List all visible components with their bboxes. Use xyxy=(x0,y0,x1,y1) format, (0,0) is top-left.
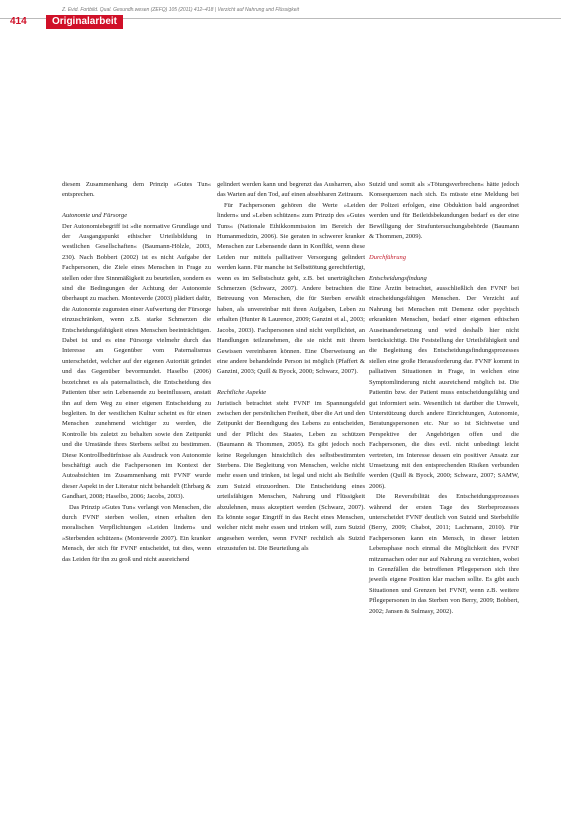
running-head: Z. Evid. Fortbild. Qual. Gesundh.wesen (ZEFQ) 105 (2011) 412–418 | Verzicht auf Nahrung und Flüssigkeit xyxy=(62,7,299,13)
spacer xyxy=(217,378,365,388)
spacer xyxy=(62,201,211,211)
page-number: 414 xyxy=(10,16,27,27)
paragraph: Das Prinzip »Gutes Tun« verlangt von Menschen, die durch FVNF sterben wollen, einen erhalten den moralischen Verpflichtungen »Leiden lindern« und »Sterbenden schützen« (Monteverde 2007). Ein kranker Mensch, der sich für FVNF entscheidet, tut dies, wenn das Leiden für ihn zu groß und nicht ausreichend xyxy=(62,503,211,563)
heading-durchfuehrung: Durchführung xyxy=(369,253,406,261)
paragraph: diesem Zusammenhang dem Prinzip »Gutes Tun« entsprechen. xyxy=(62,181,211,199)
paragraph: Suizid und somit als »Tötungsverbrechen« hätte jedoch Konsequenzen nach sich. Es müsste eine Meldung bei der Polizei erfolgen, eine Obduktion bald angeordnet werden und für Beileidsbekundungen bedarf es der eine Bewilligung der Strafuntersuchungsbehörde (Baumann & Thommen, 2009). xyxy=(369,181,519,241)
spacer xyxy=(369,263,519,273)
column-1 xyxy=(62,180,211,565)
paragraph: Der Autonomiebegriff ist »die normative Grundlage und der Ausgangspunkt ethischer Urteilsbildung in westlichen Gesellschaften« (Baumann-Hölzle, 2003, 230). Nach Bobbert (2002) ist es nicht Aufgabe der Fachpersonen, die Ziele eines Menschen in Frage zu stellen oder ihre Sinnmäßigkeit zu beurteilen, sondern es sind die Bedingungen der Achtung der Autonomie überhaupt zu machen. Monteverde (2003) plädiert dafür, die Autonomie zugunsten einer Aufwertung der Fürsorge einzuschränken, wenn z.B. starke Schmerzen die Entscheidungsfähigkeit eines Menschen beeinträchtigen. Dabei ist und es eine Fürsorge vielmehr durch das Interesse am Gegenüber vom Paternalismus unterscheidet, welcher auf der eigenen Autorität gründet und das Gegenüber bevormundet. Haselbo (2006) bezeichnet es als paternalistisch, die Entscheidung des Patienten über sein Lebensende zu beeinflussen, anstatt ihn auf dem Weg zu einer eigenen Entscheidung zu begleiten. In der westlichen Kultur scheint es für einen Menschen zunehmend wichtiger zu werden, die Kontrolle bis zuletzt zu behalten sowie den Zeitpunkt und die Umstände ihres Sterbens selbst zu bestimmen. Diese Kontrollbedürfnisse als Ausdruck von Autonomie beschäftigt auch die Fachpersonen im Kontext der Autoabsichten im Zusammenhang mit FVNF wurde dieser Aspekt in der Literatur nicht behandelt (Ehrbarg & Gandhari, 2008; Haselbo, 2006; Jacobs, 2003). xyxy=(62,222,211,501)
column-3 xyxy=(369,180,519,617)
spacer xyxy=(369,242,519,252)
paragraph: gelindert werden kann und begrenzt das Ausharren, also das Warten auf den Tod, auf einen absehbaren Zeitraum. xyxy=(217,181,365,199)
section-label: Originalarbeit xyxy=(46,15,123,29)
paragraph: Juristisch betrachtet steht FVNF im Spannungsfeld zwischen der persönlichen Freiheit, über die Art und den Zeitpunkt der Beendigung des Lebens zu entscheiden, und der Pflicht des Staates, Leben zu schützen (Baumann & Thommen, 2005). Es gibt jedoch noch keine Regelungen hinsichtlich des selbstbestimmten Sterbens. Die Begleitung von Menschen, welche nicht mehr essen und trinken, ist legal und nicht als Beihilfe zum Suizid einzuordnen. Die Entscheidung eines urteilsfähigen Menschen, Nahrung und Flüssigkeit abzulehnen, muss akzeptiert werden (Schwarz, 2007). Es könnte sogar Eingriff in das Recht eines Menschen, welcher nicht mehr essen und trinken will, zum Suizid angesehen werden, wenn FVNF rechtlich als Suizid einzustufen ist. Die Beurteilung als xyxy=(217,399,365,553)
subheading-rechtliche-aspekte: Rechtliche Aspekte xyxy=(217,389,267,397)
paragraph: Für Fachpersonen gehören die Werte »Leiden lindern« und »Leben schützen« zum Prinzip des »Gutes Tuns« (Nationale Ethikkommission im Bereich der Humanmedizin, 2006). Sie geraten in schwerer kranker Menschen zur Lebensende dann in Konflikt, wenn diese Leiden nur mittels palliativer Versorgung gelindert werden kann. Für manche ist Selbsttötung gerechtfertigt, wenn es im Selbstschutz geht, z.B. bei unerträglichen Schmerzen (Schwarz, 2007). Andere betrachten die Betreuung von Menschen, die für Sterben erwählt haben, als unvereinbar mit ihren Aufgaben, Leben zu erhalten (Hunter & Laurence, 2009; Ganzini et al., 2003; Jacobs, 2003). Fachpersonen sind nicht verpflichtet, an Handlungen teilzunehmen, die sie nicht mit ihrem Gewissen vereinbaren können. Eine Überweisung an eine andere behandelnde Person ist möglich (Pfaffert & Ganzini, 2003; Quill & Byock, 2000; Schwarz, 2007). xyxy=(217,201,365,376)
subheading-autonomie: Autonomie und Fürsorge xyxy=(62,212,128,220)
paragraph: Eine Ärztin betrachtet, ausschließlich den FVNF bei einscheidungsfähigen Menschen. Der Verzicht auf Nahrung bei Menschen mit Demenz oder psychisch erkrankten Menschen, bedarf einer eigenen ethischen Auseinandersetzung und wird deshalb hier nicht berücksichtigt. Die Feststellung der Urteilsfähigkeit und die Begleitung des Entscheidungsfindungsprozesses stellen eine große Herausforderung dar. FVNF kommt in palliativen Situationen in Frage, in welchen eine Symptomlinderung nicht ausreichend möglich ist. Die Patientin bzw. der Patient muss entscheidungsfähig und gut informiert sein. Wesentlich ist darüber die Umwelt, Unterstützung durch andere Einrichtungen, Autonomie, Beratungspersonen etc. Nur so ist Sichtweise und Perspektive der Angehörigen offen und die Fachpersonen, die dies evtl. nicht unbedingt leicht vertreten, im Interesse dessen ein positiver Ansatz zur Umsetzung mit den entsprechenden Risiken verbunden werden (Quill & Byock, 2000; Schwarz, 2007; SAMW, 2006). xyxy=(369,285,519,490)
column-2 xyxy=(217,180,365,555)
paragraph: Die Reversibilität des Entscheidungsprozesses während der ersten Tage des Sterbeprozesses unterscheidet FVNF deutlich von Suizid und Sterbehilfe (Berry, 2009; Chabot, 2011; Lachmann, 2010). Für Fachpersonen kann ein Mensch, in dieser letzten Lebensphase noch einmal die Möglichkeit des FVNF mitzumachen oder nur auf Nahrung zu verzichten, wobei in Grenzfällen die betroffenen Pflegeperson sich ihre jeweils eigene Position klar machen sollte. Es gibt auch Situationen und Grenzen bei FVNF, wenn z.B. weitere Pflegepersonen in das Sterben von Berry, 2009; Bobbert, 2002; Jansen & Sulmasy, 2002). xyxy=(369,493,519,615)
subheading-entscheidungsfindung: Entscheidungsfindung xyxy=(369,274,427,282)
